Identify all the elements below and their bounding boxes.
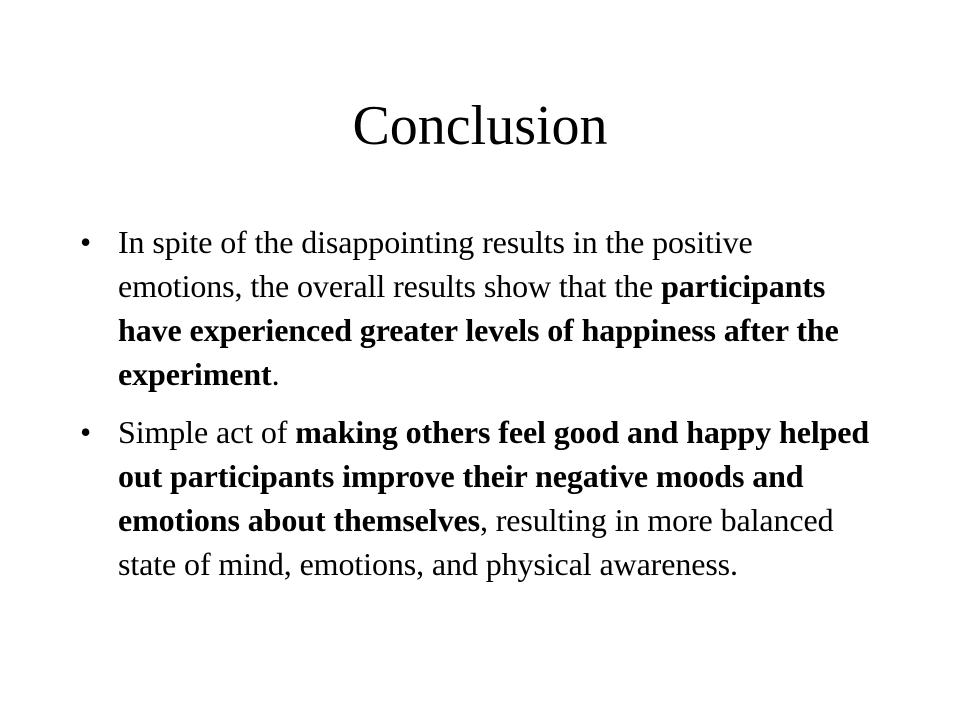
bullet-text-segment-bold: participants have experienced greater levels of happiness after the experiment xyxy=(118,268,839,392)
slide-title: Conclusion xyxy=(352,95,608,157)
bullet-text-segment: . xyxy=(271,356,280,392)
bullet-text xyxy=(118,220,880,396)
bullet-text-segment: Simple act of xyxy=(118,414,296,450)
bullet-text-segment-bold: making others feel good and happy helped out participants improve their negative moods and emotions about themselves xyxy=(118,414,870,538)
bullet-list xyxy=(80,220,880,600)
bullet-item xyxy=(80,220,880,396)
bullet-dot-icon: • xyxy=(80,224,92,260)
bullet-text-segment: , resulting in more balanced state of mind, emotions, and physical awareness. xyxy=(118,502,834,582)
bullet-text-segment: In spite of the disappointing results in the positive emotions, the overall results show that the xyxy=(118,224,753,304)
bullet-text xyxy=(118,410,880,586)
bullet-dot-icon: • xyxy=(80,414,92,450)
bullet-item xyxy=(80,410,880,586)
